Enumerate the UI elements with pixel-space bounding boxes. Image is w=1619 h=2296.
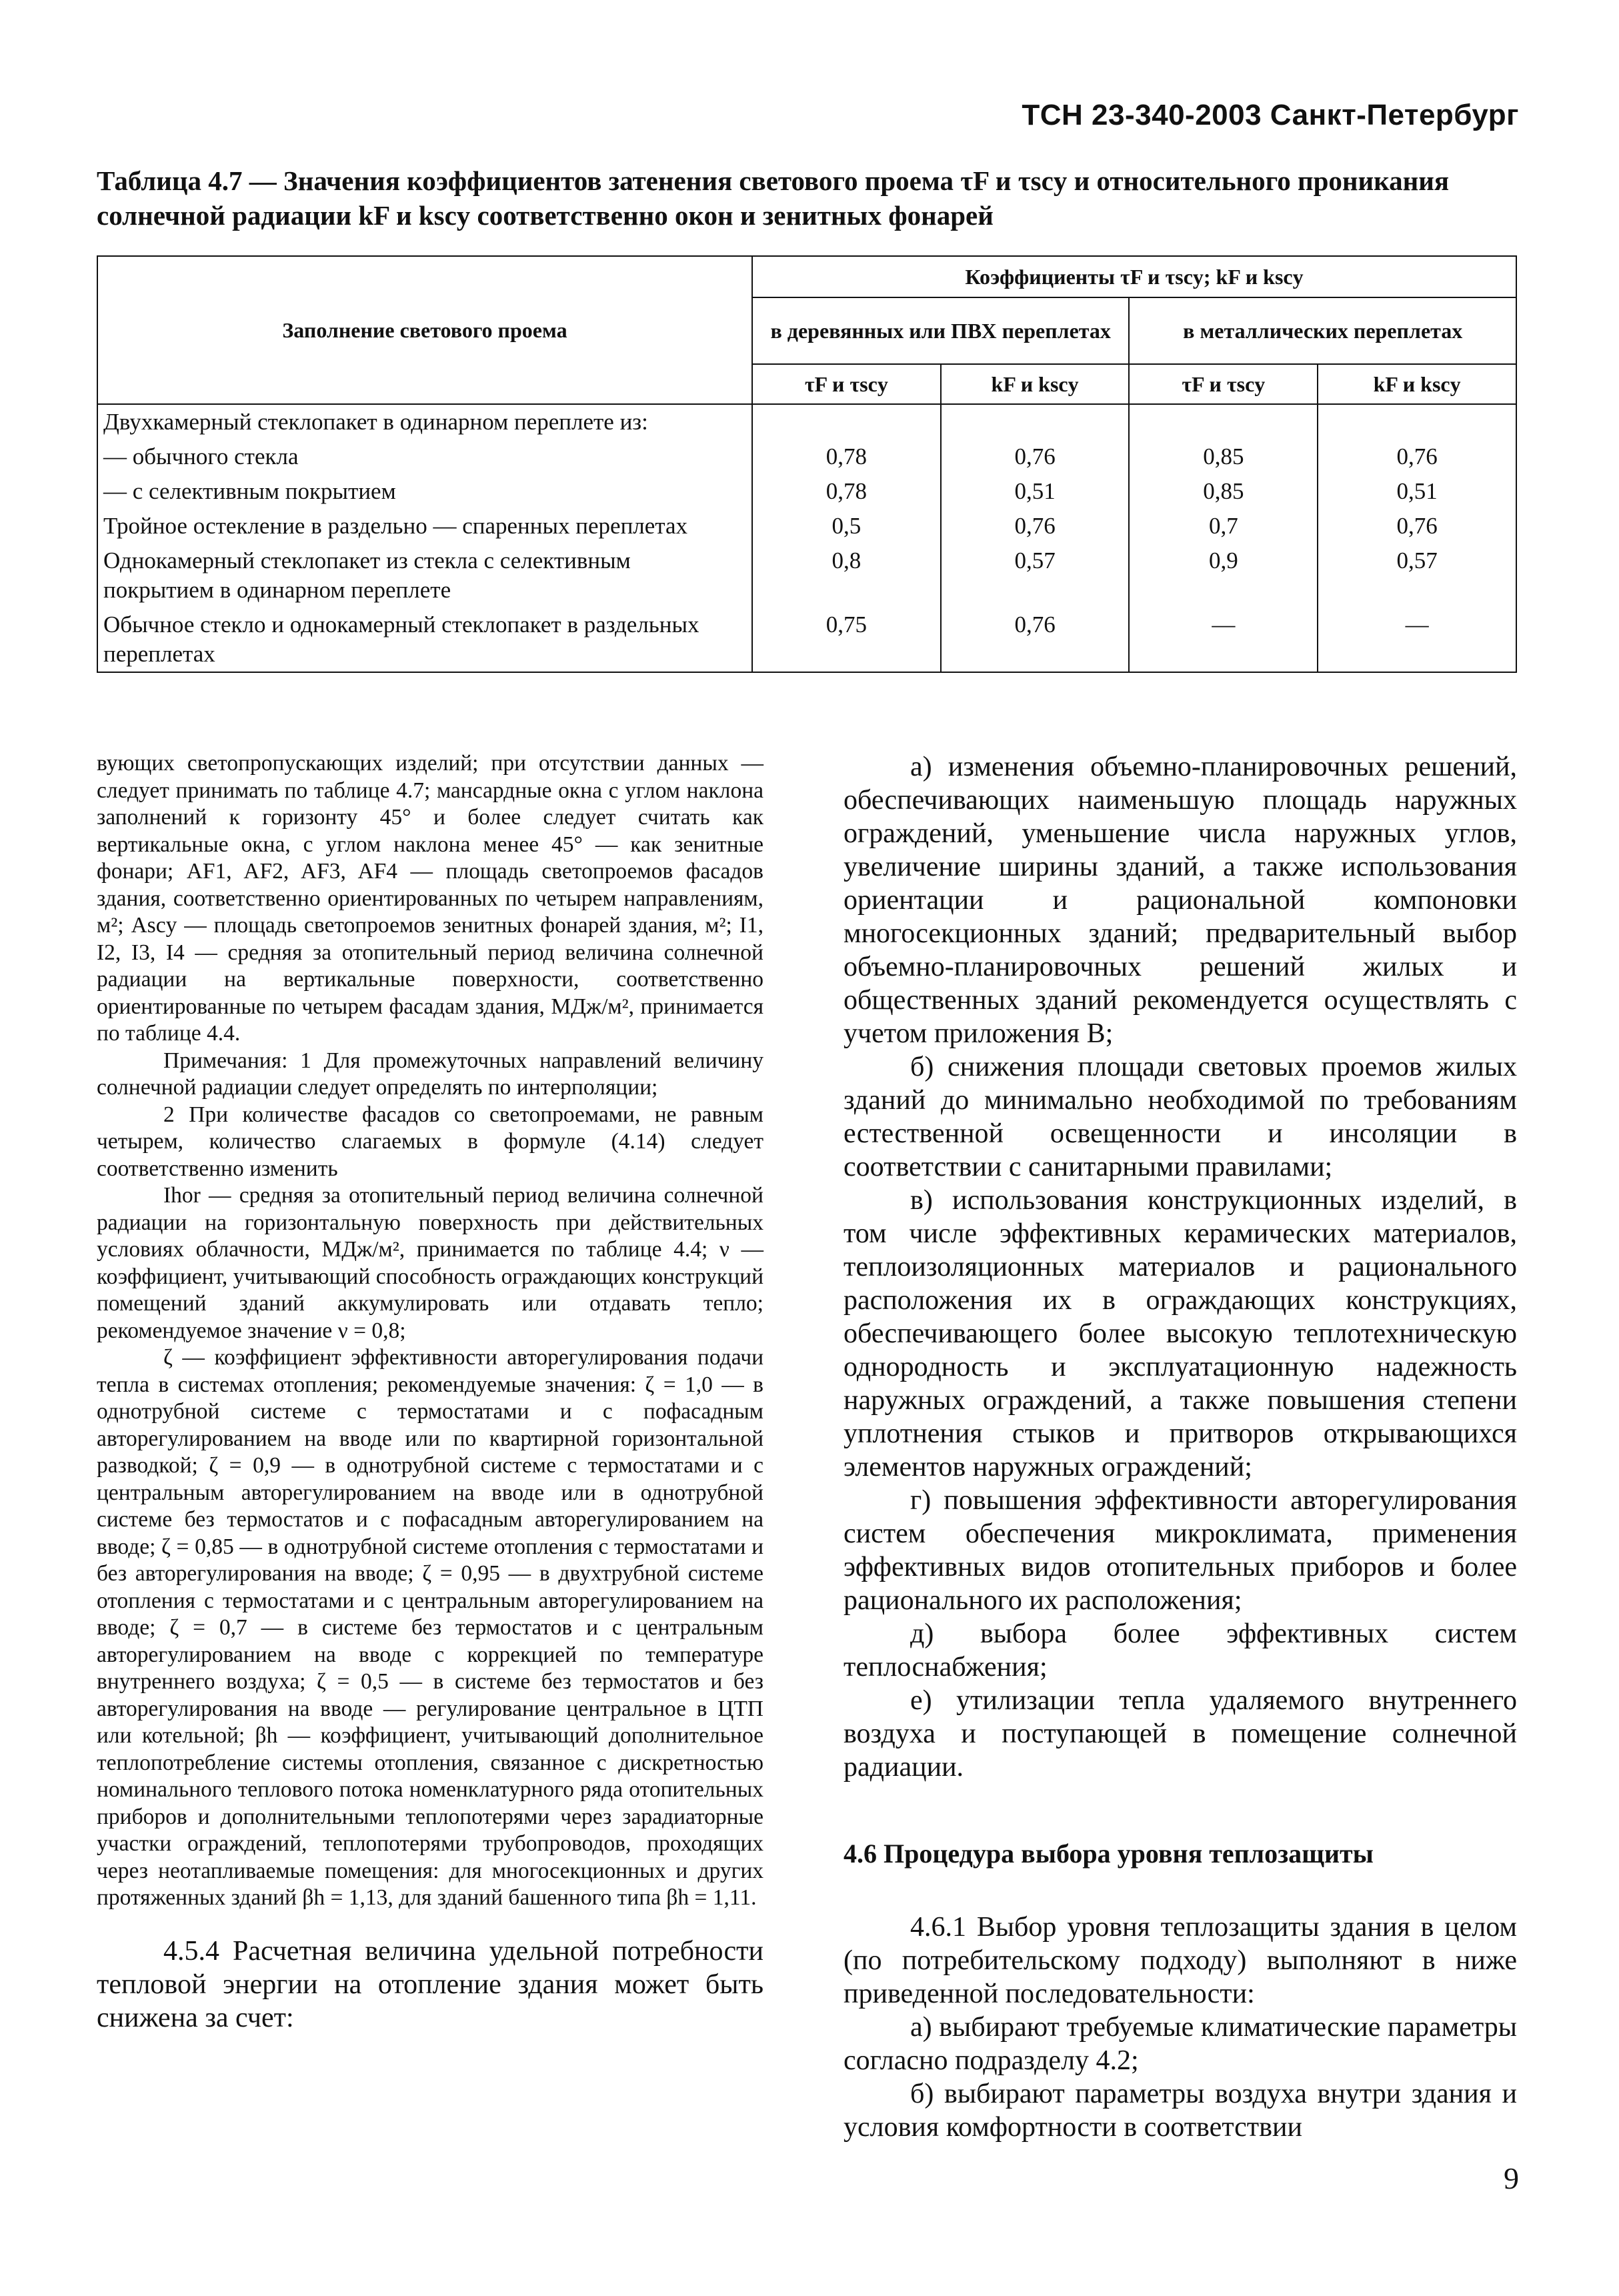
row-label: Обычное стекло и однокамерный стеклопакет в раздельных переплетах: [97, 608, 752, 672]
cell-value: 0,76: [941, 439, 1130, 474]
cell-value: 0,76: [941, 608, 1130, 672]
list-item: б) снижения площади световых проемов жилых зданий до минимально необходимой по требованиям естественной освещенности и инсоляции в соответствии с санитарными правилами;: [844, 1052, 1517, 1182]
cell-value: 0,8: [752, 543, 941, 608]
page-number: 9: [1504, 2161, 1519, 2195]
cell-value: 0,57: [1318, 543, 1516, 608]
table-caption: Таблица 4.7 — Значения коэффициентов затенения светового проема τF и τscy и относительного проникания солнечной радиации kF и kscy соответственно окон и зенитных фонарей: [97, 165, 1450, 231]
cell-value: [941, 404, 1130, 439]
cell-value: 0,57: [941, 543, 1130, 608]
notes-paragraph: 2 При количестве фасадов со светопроемами, не равным четырем, количество слагаемых в формуле (4.14) следует соответственно изменить: [97, 1102, 763, 1181]
list-item: е) утилизации тепла удаляемого внутреннего воздуха и поступающей в помещение солнечной радиации.: [844, 1685, 1517, 1783]
subheader-tau: τF и τscy: [1129, 364, 1318, 404]
list-item: а) выбирают требуемые климатические параметры согласно подразделу 4.2;: [844, 2012, 1517, 2076]
cell-value: [1318, 404, 1516, 439]
cell-value: 0,5: [752, 509, 941, 543]
list-item: в) использования конструкционных изделий, в том числе эффективных керамических материалов, теплоизоляционных материалов и рационального расположения их в ограждающих конструкциях, обеспечивающего более высокую теплотехническую однородность и эксплуатационную надежность наружных ограждений, а также повышения степени уплотнения стыков и притворов открывающихся элементов наружных ограждений;: [844, 1185, 1517, 1482]
cell-value: 0,7: [1129, 509, 1318, 543]
cell-value: —: [1129, 608, 1318, 672]
cell-value: [1129, 404, 1318, 439]
row-label: Двухкамерный стеклопакет в одинарном переплете из:: [97, 404, 752, 439]
cell-value: 0,76: [941, 509, 1130, 543]
section-heading: 4.6 Процедура выбора уровня теплозащиты: [844, 1839, 1374, 1869]
row-label: — с селективным покрытием: [97, 474, 752, 509]
cell-value: 0,51: [1318, 474, 1516, 509]
paragraph: ζ — коэффициент эффективности авторегулирования подачи тепла в системах отопления; рекомендуемые значения: ζ = 1,0 — в однотрубной системе с термостатами и с пофасадным авторегулированием на вводе или по квартирной горизонтальной разводкой; ζ = 0,9 — в однотрубной системе с термостатами и с центральным авторегулированием на вводе или в однотрубной системе без термостатов и с пофасадным авторегулированием на вводе; ζ = 0,85 — в однотрубной системе отопления с термостатами и без авторегулирования на вводе; ζ = 0,95 — в двухтрубной системе отопления с термостатами и с центральным авторегулированием на вводе; ζ = 0,7 — в системе без термостатов и с центральным авторегулированием на вводе с коррекцией по температуре внутреннего воздуха; ζ = 0,5 — в системе без термостатов и без авторегулирования на вводе — регулирование центральное в ЦТП или котельной; βh — коэффициент, учитывающий дополнительное теплопотребление системы отопления, связанное с дискретностью номинального теплового потока номенклатурного ряда отопительных приборов и дополнительными теплопотерями через зарадиаторные участки ограждений, теплопотерями трубопроводов, проходящих через неотапливаемые помещения: для многосекционных и других протяженных зданий βh = 1,13, для зданий башенного типа βh = 1,11.: [97, 1345, 763, 1910]
row-label: — обычного стекла: [97, 439, 752, 474]
left-column: [97, 750, 763, 2035]
cell-value: 0,78: [752, 474, 941, 509]
cell-value: —: [1318, 608, 1516, 672]
coefficients-table: [97, 255, 1517, 673]
paragraph: 4.6.1 Выбор уровня теплозащиты здания в целом (по потребительскому подходу) выполняют в ниже приведенной последовательности:: [844, 1912, 1517, 2009]
cell-value: 0,51: [941, 474, 1130, 509]
subheader-tau: τF и τscy: [752, 364, 941, 404]
row-label: Тройное остекление в раздельно — спаренных переплетах: [97, 509, 752, 543]
right-column: [844, 750, 1517, 2144]
row-label: Однокамерный стеклопакет из стекла с селективным покрытием в одинарном переплете: [97, 543, 752, 608]
paragraph: вующих светопропускающих изделий; при отсутствии данных — следует принимать по таблице 4.7; мансардные окна с углом наклона заполнений к горизонту 45° и более следует считать как вертикальные окна, с углом наклона менее 45° — как зенитные фонари; AF1, AF2, AF3, AF4 — площадь светопроемов фасадов здания, соответственно ориентированных по четырем направлениям, м²; Ascy — площадь светопроемов зенитных фонарей здания, м²; I1, I2, I3, I4 — средняя за отопительный период величина солнечной радиации на вертикальные поверхности, соответственно ориентированные по четырем фасадам здания, МДж/м², принимается по таблице 4.4.: [97, 751, 763, 1046]
cell-value: 0,85: [1129, 474, 1318, 509]
cell-value: 0,78: [752, 439, 941, 474]
cell-value: 0,75: [752, 608, 941, 672]
cell-value: 0,76: [1318, 439, 1516, 474]
list-item: а) изменения объемно-планировочных решений, обеспечивающих наименьшую площадь наружных ограждений, уменьшение числа наружных углов, увеличение ширины зданий, а также использования ориентации и рациональной компоновки многосекционных зданий; предварительный выбор объемно-планировочных решений жилых и общественных зданий рекомендуется осуществлять с учетом приложения В;: [844, 752, 1517, 1049]
notes-paragraph: Примечания: 1 Для промежуточных направлений величину солнечной радиации следует определять по интерполяции;: [97, 1048, 763, 1100]
list-item: д) выбора более эффективных систем теплоснабжения;: [844, 1618, 1517, 1682]
header-wood: в деревянных или ПВХ переплетах: [752, 297, 1129, 364]
subheader-k: kF и kscy: [941, 364, 1130, 404]
cell-value: 0,76: [1318, 509, 1516, 543]
header-fill: Заполнение светового проема: [97, 256, 752, 404]
document-header: ТСН 23-340-2003 Санкт-Петербург: [1022, 99, 1519, 131]
list-item: б) выбирают параметры воздуха внутри здания и условия комфортности в соответствии: [844, 2079, 1517, 2143]
section-paragraph: 4.5.4 Расчетная величина удельной потребности тепловой энергии на отопление здания может быть снижена за счет:: [97, 1935, 763, 2033]
subheader-k: kF и kscy: [1318, 364, 1516, 404]
paragraph: Ihor — средняя за отопительный период величина солнечной радиации на горизонтальную поверхность при действительных условиях облачности, МДж/м², принимается по таблице 4.4; ν — коэффициент, учитывающий способность ограждающих конструкций помещений зданий аккумулировать или отдавать тепло; рекомендуемое значение ν = 0,8;: [97, 1183, 763, 1343]
cell-value: 0,9: [1129, 543, 1318, 608]
header-coefficients: Коэффициенты τF и τscy; kF и kscy: [752, 256, 1516, 297]
cell-value: [752, 404, 941, 439]
cell-value: 0,85: [1129, 439, 1318, 474]
list-item: г) повышения эффективности авторегулирования систем обеспечения микроклимата, применения эффективных видов отопительных приборов и более рационального их расположения;: [844, 1485, 1517, 1616]
header-metal: в металлических переплетах: [1129, 297, 1516, 364]
